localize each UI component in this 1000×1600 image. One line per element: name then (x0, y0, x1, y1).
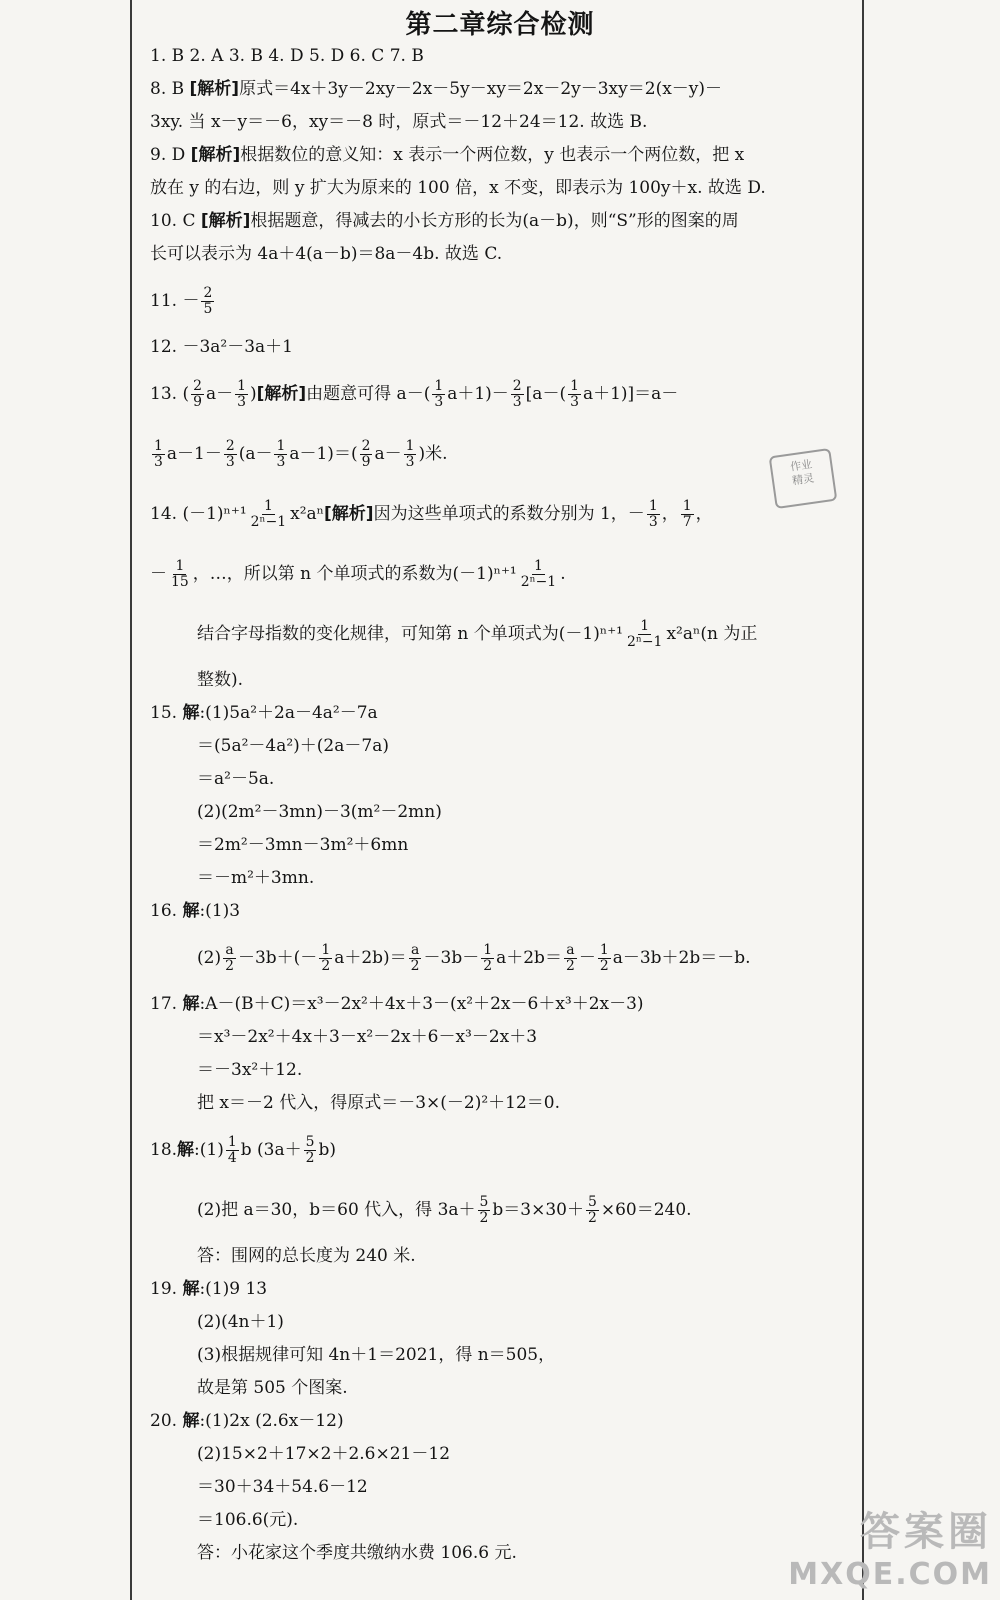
fraction: $\frac{5}{2}$ (479, 1193, 489, 1226)
watermark (788, 1500, 992, 1592)
q18-line-3: 答：围网的总长度为 240 米. (197, 1246, 416, 1266)
q13-line-1: 13. ( $\frac{2}{9}$ a－ $\frac{1}{3}$ ) [解析] 由题意可得 a－( $\frac{1}{3}$ a＋1)－ $\frac{2}{3}$ [a－( $\frac{1}{3}$ a＋1)]＝a－ (150, 377, 679, 410)
page-title: 第二章综合检测 (405, 10, 595, 40)
fraction: $\frac{1}{4}$ (227, 1133, 237, 1166)
fraction: $\frac{a}{2}$ (410, 941, 420, 974)
q14-line-3: 结合字母指数的变化规律，可知第 n 个单项式为(－1)ⁿ⁺¹ $\frac{1}{\text{2ⁿ−1}}$ x²aⁿ(n 为正 (197, 617, 758, 650)
fraction: $\frac{2}{5}$ (203, 284, 213, 317)
fraction: $\frac{2}{3}$ (225, 437, 235, 470)
solution-tag: 解 (182, 1411, 200, 1431)
q17-line-4: 把 x＝－2 代入，得原式＝－3×(－2)²＋12＝0. (197, 1093, 561, 1113)
fraction: $\frac{1}{2}$ (321, 941, 331, 974)
fraction: $\frac{1}{3}$ (434, 377, 444, 410)
q17-line-1: 17. 解:A－(B＋C)＝x³－2x²＋4x＋3－(x²＋2x－6＋x³＋2x－3) (150, 994, 644, 1014)
q20-line-1: 20. 解:(1)2x (2.6x－12) (150, 1411, 344, 1431)
q19-line-3: (3)根据规律可知 4n＋1＝2021，得 n＝505， (197, 1345, 556, 1365)
q19-line-4: 故是第 505 个图案. (197, 1378, 348, 1398)
q14-line-2: － $\frac{1}{15}$ ，…，所以第 n 个单项式的系数为(－1)ⁿ⁺¹ $\frac{1}{\text{2ⁿ−1}}$ . (150, 557, 566, 590)
q11-line: 11. － $\frac{2}{5}$ (150, 284, 213, 317)
fraction: $\frac{2}{9}$ (193, 377, 202, 410)
homework-stamp: 作业 精灵 (769, 448, 838, 509)
watermark-site: MXQE.COM (788, 1557, 992, 1592)
fraction: $\frac{5}{2}$ (305, 1133, 315, 1166)
q18-line-1: 18. 解 :(1) $\frac{1}{4}$ b (3a＋ $\frac{5}{2}$ b) (150, 1133, 336, 1166)
q16-line-2: (2) $\frac{a}{2}$ －3b＋(－ $\frac{1}{2}$ a＋2b)＝ $\frac{a}{2}$ －3b－ $\frac{1}{2}$ a＋2b＝ $\frac{a}{2}$ － $\frac{1}{2}$ a－3b＋2b＝－b. (197, 941, 751, 974)
solution-tag: 解 (182, 703, 200, 723)
analysis-tag: [解析] (200, 211, 251, 231)
solution-tag: 解 (182, 1279, 200, 1299)
q20-line-4: ＝106.6(元). (197, 1510, 299, 1530)
fraction: $\frac{1}{15}$ (171, 557, 189, 590)
q15-line-3: ＝a²－5a. (197, 769, 275, 789)
q15-line-2: ＝(5a²－4a²)＋(2a－7a) (197, 736, 389, 756)
q10-line-2: 长可以表示为 4a＋4(a－b)＝8a－4b. 故选 C. (150, 244, 503, 264)
fraction: $\frac{1}{2}$ (483, 941, 493, 974)
solution-tag: 解 (182, 901, 200, 921)
q15-line-4: (2)(2m²－3mn)－3(m²－2mn) (197, 802, 442, 822)
fraction: $\frac{2}{3}$ (512, 377, 522, 410)
fraction: $\frac{2}{9}$ (361, 437, 371, 470)
q15-line-5: ＝2m²－3mn－3m²＋6mn (197, 835, 409, 855)
q20-line-2: (2)15×2＋17×2＋2.6×21－12 (197, 1444, 451, 1464)
fraction: $\frac{1}{3}$ (237, 377, 246, 410)
analysis-tag: [解析] (324, 503, 374, 524)
q18-line-2: (2)把 a＝30，b＝60 代入，得 3a＋ $\frac{5}{2}$ b＝3×30＋ $\frac{5}{2}$ ×60＝240. (197, 1193, 692, 1226)
q19-line-2: (2)(4n＋1) (197, 1312, 284, 1332)
fraction: $\frac{1}{7}$ (682, 497, 692, 530)
fraction: $\frac{1}{3}$ (276, 437, 286, 470)
q14-line-4: 整数). (197, 670, 244, 690)
fraction: $\frac{a}{2}$ (565, 941, 575, 974)
right-margin-line (862, 0, 864, 1600)
analysis-tag: [解析] (256, 383, 307, 404)
fraction: $\frac{1}{3}$ (648, 497, 658, 530)
q14-line-1: 14. (－1)ⁿ⁺¹ $\frac{1}{\text{2ⁿ−1}}$ x²aⁿ [解析] 因为这些单项式的系数分别为 1，－ $\frac{1}{3}$ ， $\frac{1}{7}$ ， (150, 497, 713, 530)
fraction: $\frac{1}{2}$ (599, 941, 609, 974)
solution-tag: 解 (182, 994, 200, 1014)
q8-line-1: 8. B [解析]原式＝4x＋3y－2xy－2x－5y－xy＝2x－2y－3xy＝2(x－y)－ (150, 79, 723, 99)
fraction: $\frac{1}{3}$ (570, 377, 579, 410)
q20-line-5: 答：小花家这个季度共缴纳水费 106.6 元. (197, 1543, 517, 1563)
fraction: $\frac{1}{3}$ (154, 437, 163, 470)
fraction: $\frac{1}{\text{2ⁿ−1}}$ (626, 617, 663, 650)
q13-line-2: $\frac{1}{3}$ a－1－ $\frac{2}{3}$ (a－ $\frac{1}{3}$ a－1)＝( $\frac{2}{9}$ a－ $\frac{1}{3}$ )米. (154, 437, 448, 470)
q16-line-1: 16. 解:(1)3 (150, 901, 241, 921)
answers-1-7: 1. B 2. A 3. B 4. D 5. D 6. C 7. B (150, 46, 424, 66)
fraction: $\frac{a}{2}$ (225, 941, 234, 974)
fraction: $\frac{5}{2}$ (587, 1193, 597, 1226)
fraction: $\frac{1}{\text{2ⁿ−1}}$ (250, 497, 287, 530)
q10-line-1: 10. C [解析]根据题意，得减去的小长方形的长为(a－b)，则“S”形的图案的周 (150, 211, 739, 231)
q12-line: 12. －3a²－3a＋1 (150, 337, 293, 357)
solution-tag: 解 (177, 1139, 195, 1160)
q8-line-2: 3xy. 当 x－y＝－6，xy＝－8 时，原式＝－12＋24＝12. 故选 B. (150, 112, 648, 132)
analysis-tag: [解析] (189, 79, 240, 99)
watermark-logo-text: 答案圈 (860, 1509, 992, 1555)
q20-line-3: ＝30＋34＋54.6－12 (197, 1477, 368, 1497)
left-margin-line (130, 0, 132, 1600)
q9-line-2: 放在 y 的右边，则 y 扩大为原来的 100 倍，x 不变，即表示为 100y＋x. 故选 D. (150, 178, 766, 198)
q17-line-3: ＝－3x²＋12. (197, 1060, 303, 1080)
q19-line-1: 19. 解:(1)9 13 (150, 1279, 268, 1299)
answer-content (150, 40, 840, 1570)
q9-line-1: 9. D [解析]根据数位的意义知：x 表示一个两位数，y 也表示一个两位数，把 x (150, 145, 745, 165)
q17-line-2: ＝x³－2x²＋4x＋3－x²－2x＋6－x³－2x＋3 (197, 1027, 538, 1047)
q15-line-1: 15. 解:(1)5a²＋2a－4a²－7a (150, 703, 378, 723)
q15-line-6: ＝－m²＋3mn. (197, 868, 315, 888)
fraction: $\frac{1}{\text{2ⁿ−1}}$ (520, 557, 557, 590)
fraction: $\frac{1}{3}$ (405, 437, 415, 470)
analysis-tag: [解析] (190, 145, 241, 165)
